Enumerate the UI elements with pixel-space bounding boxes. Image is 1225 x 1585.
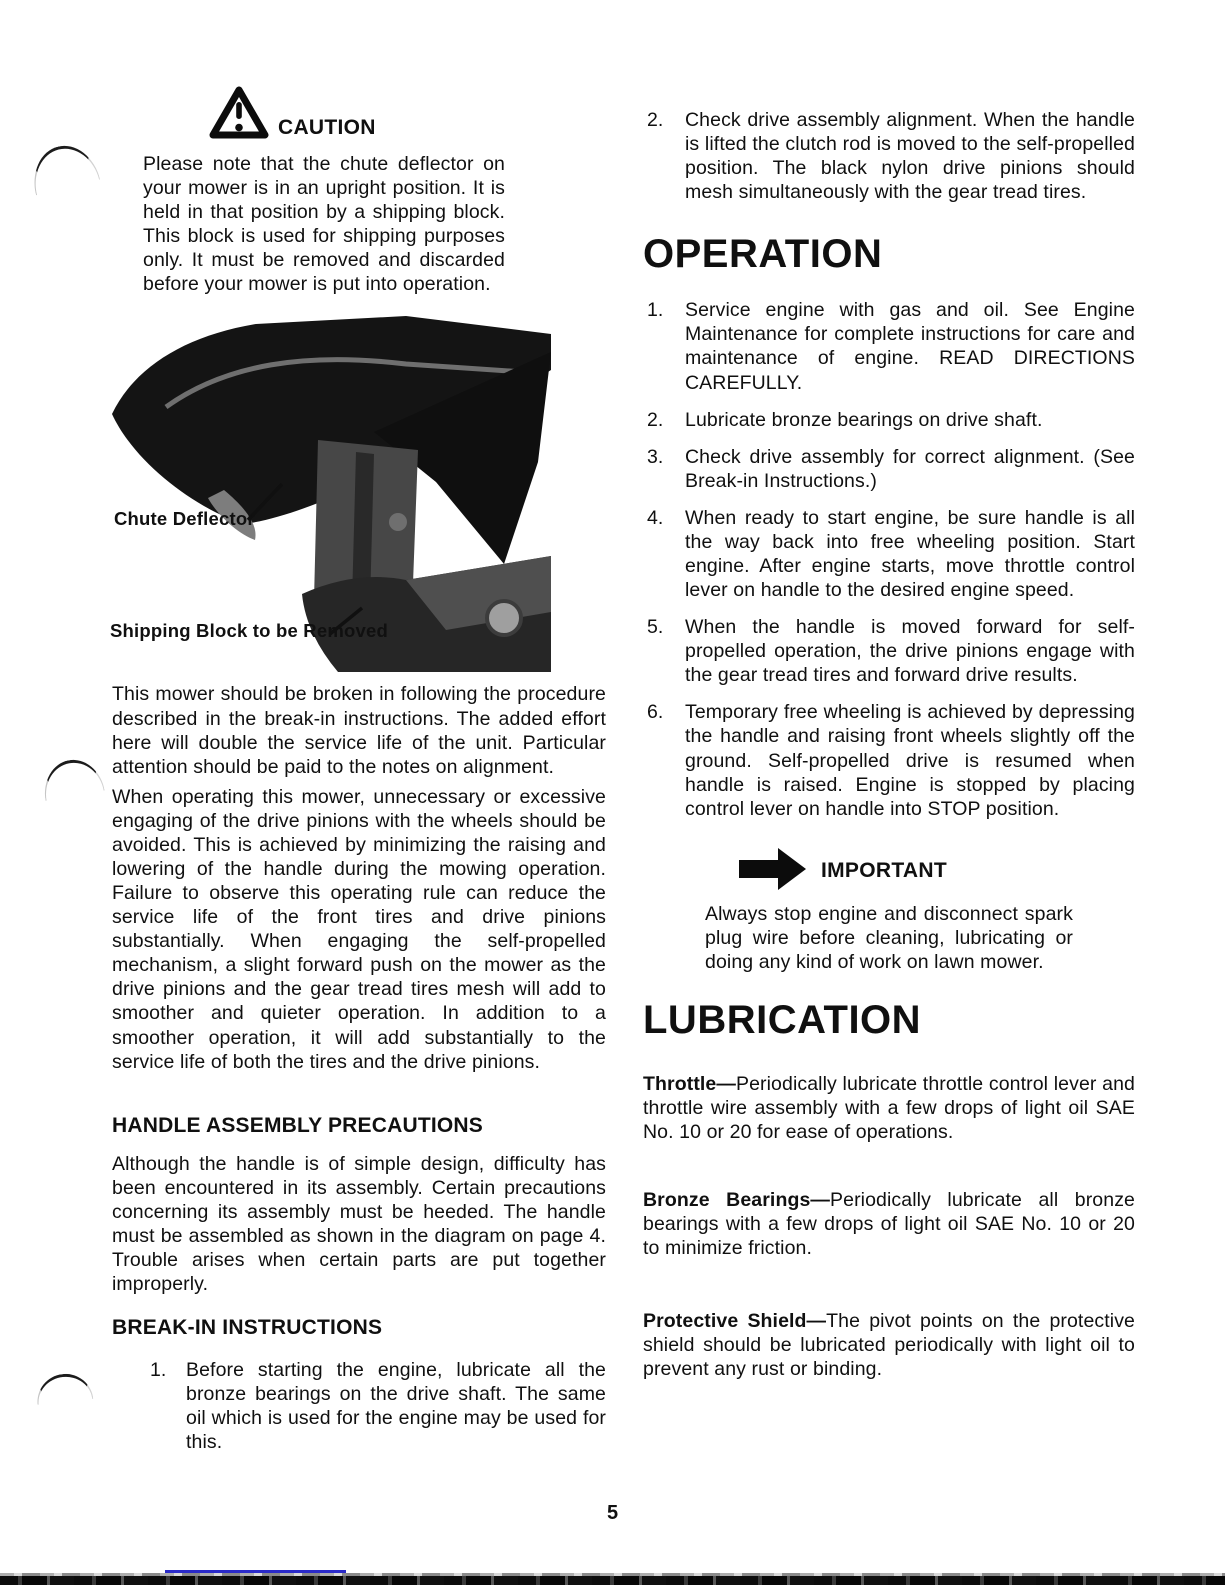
list-number: 1. bbox=[150, 1359, 167, 1382]
list-number: 6. bbox=[647, 701, 664, 724]
list-number: 5. bbox=[647, 616, 664, 639]
paragraph-lead: Throttle— bbox=[643, 1073, 736, 1096]
scan-artifact-arc bbox=[35, 1371, 94, 1405]
left-column bbox=[112, 85, 606, 1455]
list-number: 3. bbox=[647, 445, 664, 468]
assembly-item-2 bbox=[643, 108, 1135, 204]
list-text: Check drive assembly alignment. When the handle is lifted the clutch rod is moved to the self-propelled position. The black nylon drive pinions should mesh simultaneously with the gear tread tires. bbox=[685, 109, 1135, 204]
figure-label-shipping-block: Shipping Block to be Removed bbox=[110, 620, 388, 642]
lubrication-shield-paragraph bbox=[643, 1309, 1135, 1381]
breakin-heading: BREAK-IN INSTRUCTIONS bbox=[112, 1316, 383, 1340]
caution-header bbox=[112, 85, 606, 146]
important-header bbox=[643, 847, 1135, 896]
scan-artifact-arc bbox=[39, 755, 104, 801]
operation-item-3 bbox=[643, 445, 1135, 493]
list-text: Lubricate bronze bearings on drive shaft. bbox=[685, 408, 1043, 431]
mower-photo-graphic bbox=[106, 312, 551, 672]
scan-artifact-arc bbox=[26, 139, 100, 196]
list-number: 4. bbox=[647, 506, 664, 529]
scan-edge-strip-dark bbox=[0, 1576, 1225, 1585]
right-column bbox=[643, 108, 1135, 1381]
figure-label-chute-deflector: Chute Deflector bbox=[114, 508, 255, 530]
operating-advice-paragraph: When operating this mower, unnecessary or excessive engaging of the drive pinions with the wheels should be avoided. This is achieved by minimizing the raising and lowering of the handle during the mowing operation. Failure to observe this operating rule can reduce the service life of the front tires and drive pinions substantially. When engaging the self-propelled mechanism, a slight forward push on the mower as the drive pinions and the gear tread tires mesh will add to smoother and quieter operation. In addition to a smoother operation, it will add substantially to the service life of both the tires and the drive pinions. bbox=[112, 785, 606, 1073]
operation-item-2 bbox=[643, 408, 1135, 432]
important-callout bbox=[643, 847, 1135, 974]
operation-item-6 bbox=[643, 700, 1135, 820]
paragraph-lead: Protective Shield— bbox=[643, 1309, 827, 1332]
breakin-item-1 bbox=[112, 1358, 606, 1454]
operation-heading: OPERATION bbox=[643, 232, 883, 277]
lubrication-bronze-paragraph bbox=[643, 1188, 1135, 1260]
list-text: Before starting the engine, lubricate all the bronze bearings on the drive shaft. The same oil which is used for the engine may be used for this. bbox=[186, 1359, 606, 1454]
operation-item-5 bbox=[643, 615, 1135, 687]
arrow-right-icon bbox=[739, 847, 807, 896]
list-number: 1. bbox=[647, 299, 664, 322]
paragraph-text: Periodically lubricate throttle control lever and throttle wire assembly with a few drops of light oil SAE No. 10 or 20 for ease of operations. bbox=[643, 1073, 1135, 1144]
warning-triangle-icon bbox=[208, 85, 270, 146]
handle-assembly-paragraph: Although the handle is of simple design, difficulty has been encountered in its assembly. Certain precautions concerning its assembly must be heeded. The handle must be assembled as shown in the diagram on page 4. Trouble arises when certain parts are put together improperly. bbox=[112, 1152, 606, 1296]
list-text: When ready to start engine, be sure handle is all the way back into free wheeling position. Start engine. After engine starts, move throttle control lever on handle to the desired engine speed. bbox=[685, 506, 1135, 602]
paragraph-text: The pivot points on the protective shield should be lubricated periodically with light oil to prevent any rust or binding. bbox=[643, 1309, 1135, 1380]
list-text: Check drive assembly for correct alignment. (See Break-in Instructions.) bbox=[685, 445, 1135, 492]
list-text: Temporary free wheeling is achieved by depressing the handle and raising front wheels slightly off the ground. Self-propelled drive is resumed when handle is raised. Engine is stopped by placing control lever on handle into STOP position. bbox=[685, 701, 1135, 820]
lubrication-heading: LUBRICATION bbox=[643, 998, 922, 1043]
breakin-intro-paragraph: This mower should be broken in following the procedure described in the break-in instructions. The added effort here will double the service life of the unit. Particular attention should be paid to the notes on alignment. bbox=[112, 683, 606, 778]
operation-item-4 bbox=[643, 506, 1135, 602]
operation-item-1 bbox=[643, 298, 1135, 394]
list-number: 2. bbox=[647, 109, 664, 131]
operation-list bbox=[643, 298, 1135, 820]
caution-body: Please note that the chute deflector on your mower is in an upright position. It is held in that position by a shipping block. This block is used for shipping purposes only. It must be removed and discarded before your mower is put into operation. bbox=[143, 153, 505, 296]
list-text: When the handle is moved forward for self-propelled operation, the drive pinions engage with the gear tread tires and forward drive results. bbox=[685, 616, 1135, 687]
important-body: Always stop engine and disconnect spark plug wire before cleaning, lubricating or doing any kind of work on lawn mower. bbox=[705, 902, 1073, 973]
handle-assembly-heading: HANDLE ASSEMBLY PRECAUTIONS bbox=[112, 1113, 484, 1137]
lubrication-throttle-paragraph bbox=[643, 1072, 1135, 1144]
caution-title: CAUTION bbox=[278, 116, 376, 139]
list-number: 2. bbox=[647, 408, 664, 431]
paragraph-text: Periodically lubricate all bronze bearings with a few drops of light oil SAE No. 10 or 20 to minimize friction. bbox=[643, 1189, 1135, 1260]
mower-photo bbox=[106, 312, 551, 672]
important-title: IMPORTANT bbox=[821, 859, 947, 883]
paragraph-lead: Bronze Bearings— bbox=[643, 1189, 831, 1212]
page-number: 5 bbox=[606, 1502, 619, 1524]
list-text: Service engine with gas and oil. See Engine Maintenance for complete instructions for care and maintenance of engine. READ DIRECTIONS CAREFULLY. bbox=[685, 299, 1135, 394]
